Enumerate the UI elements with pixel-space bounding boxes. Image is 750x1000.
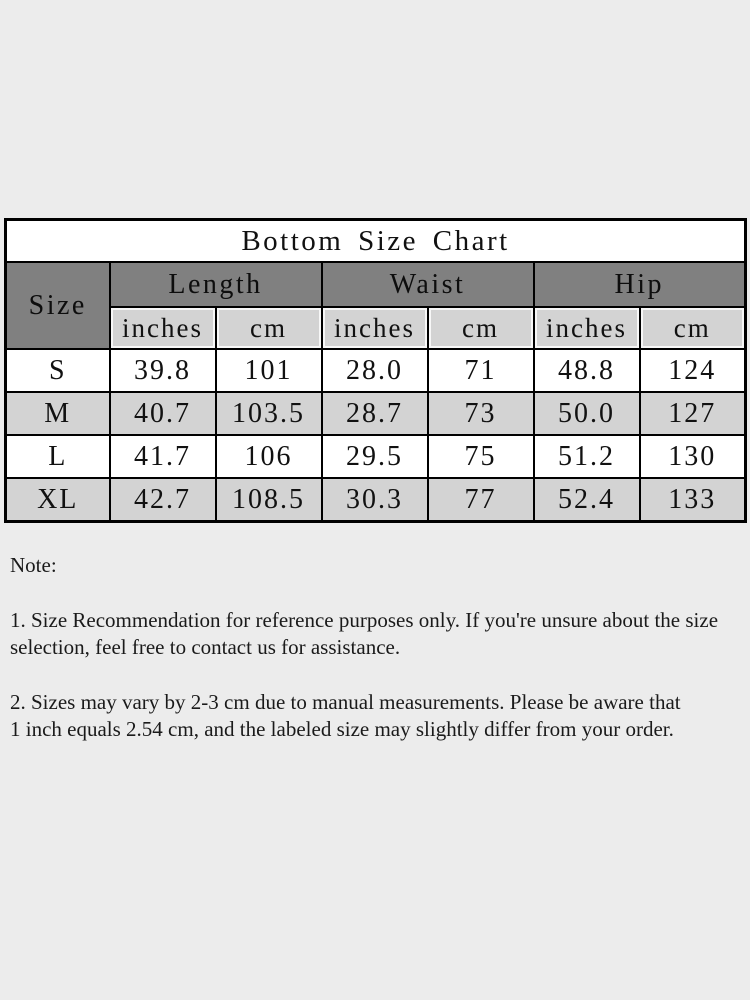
unit-header-length-inches: inches <box>110 307 216 349</box>
unit-header-hip-cm: cm <box>640 307 746 349</box>
measurement-cell: 106 <box>216 435 322 478</box>
measurement-cell: 130 <box>640 435 746 478</box>
table-title: Bottom Size Chart <box>6 220 746 263</box>
size-row-l <box>6 435 746 478</box>
measurement-cell: 28.0 <box>322 349 428 392</box>
size-row-s <box>6 349 746 392</box>
measurement-cell: 50.0 <box>534 392 640 435</box>
measurement-cell: 101 <box>216 349 322 392</box>
size-label: S <box>6 349 110 392</box>
measurement-cell: 51.2 <box>534 435 640 478</box>
size-row-xl <box>6 478 746 522</box>
size-label: L <box>6 435 110 478</box>
unit-header-length-cm: cm <box>216 307 322 349</box>
note-line: selection, feel free to contact us for assistance. <box>10 635 401 659</box>
unit-header-row <box>6 307 746 349</box>
measurement-cell: 41.7 <box>110 435 216 478</box>
measurement-cell: 52.4 <box>534 478 640 522</box>
group-header-hip: Hip <box>534 262 746 307</box>
group-header-length: Length <box>110 262 322 307</box>
note-item-2 <box>10 689 744 743</box>
measurement-cell: 29.5 <box>322 435 428 478</box>
size-row-m <box>6 392 746 435</box>
group-header-waist: Waist <box>322 262 534 307</box>
measurement-cell: 30.3 <box>322 478 428 522</box>
measurement-cell: 133 <box>640 478 746 522</box>
notes-label: Note: <box>10 553 57 577</box>
measurement-cell: 71 <box>428 349 534 392</box>
unit-header-waist-inches: inches <box>322 307 428 349</box>
measurement-cell: 77 <box>428 478 534 522</box>
group-header-row <box>6 262 746 307</box>
size-label: M <box>6 392 110 435</box>
note-line: 1. Size Recommendation for reference purposes only. If you're unsure about the size <box>10 608 719 632</box>
measurement-cell: 124 <box>640 349 746 392</box>
measurement-cell: 48.8 <box>534 349 640 392</box>
size-column-header: Size <box>6 262 110 349</box>
unit-header-hip-inches: inches <box>534 307 640 349</box>
note-line: 2. Sizes may vary by 2-3 cm due to manual measurements. Please be aware that <box>10 690 681 714</box>
note-item-1 <box>10 607 744 661</box>
table-title-row <box>6 220 746 263</box>
unit-header-waist-cm: cm <box>428 307 534 349</box>
measurement-cell: 40.7 <box>110 392 216 435</box>
measurement-cell: 42.7 <box>110 478 216 522</box>
measurement-cell: 127 <box>640 392 746 435</box>
measurement-cell: 108.5 <box>216 478 322 522</box>
notes-section <box>10 552 744 771</box>
measurement-cell: 73 <box>428 392 534 435</box>
measurement-cell: 75 <box>428 435 534 478</box>
note-line: 1 inch equals 2.54 cm, and the labeled size may slightly differ from your order. <box>10 717 674 741</box>
size-label: XL <box>6 478 110 522</box>
measurement-cell: 103.5 <box>216 392 322 435</box>
size-chart-table <box>4 218 747 523</box>
measurement-cell: 39.8 <box>110 349 216 392</box>
measurement-cell: 28.7 <box>322 392 428 435</box>
